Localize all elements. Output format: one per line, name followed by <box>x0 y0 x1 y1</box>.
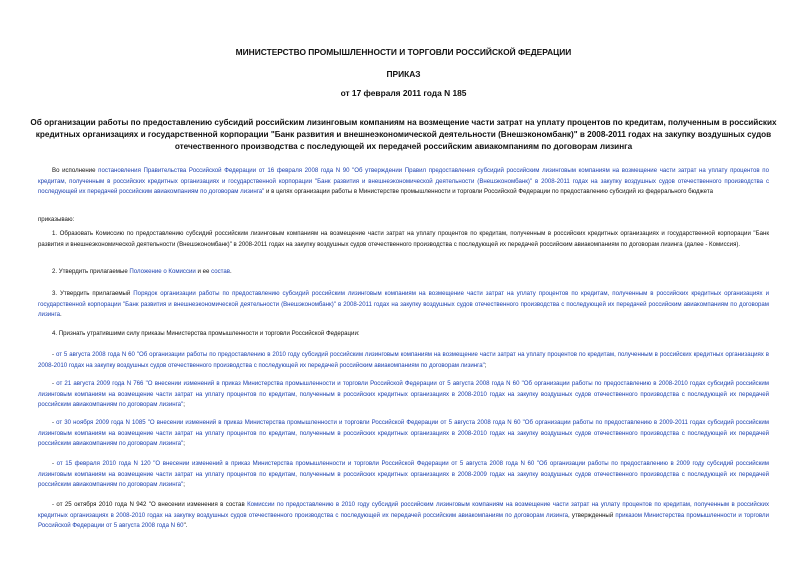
item-2-text-2: и ее <box>195 268 212 275</box>
procedure-link[interactable]: Порядок организации работы по предоставлению субсидий российским лизинговым компаниям на возмещение части затрат на уплату процентов по кредитам, полученным в российских кредитных организациях и государственной корпорации "Банк развития и внешнеэкономической деятельности (Внешэкономбанк)" в 2008-2011 годах на закупку воздушных судов отечественного производства с последующей их передачей российским авиакомпаниям по договорам лизинга <box>38 290 769 319</box>
item-suffix: ; <box>183 440 185 448</box>
repealed-order-link[interactable]: от 30 ноября 2009 года N 1085 "О внесении изменений в приказ Министерства промышленности и торговли Российской Федерации от 5 августа 2008 года N 60 "Об организации работы по предоставлению в 2009-2011 годах субсидий российским лизинговым компаниям на возмещение части затрат на уплату процентов по кредитам, полученным в российских кредитных организациях в 2008-2010 годах на закупку воздушных судов отечественного производства с последующей их передачей российским авиакомпаниям по договорам лизинга" <box>38 419 769 448</box>
preamble-paragraph <box>38 166 769 198</box>
dash-prefix: - <box>52 460 57 467</box>
document-title: Об организации работы по предоставлению субсидий российским лизинговым компаниям на возмещение части затрат на уплату процентов по кредитам, полученным в российских кредитных организациях и государственной корпорации "Банк развития и внешнеэкономической деятельности (Внешэкономбанк)" в 2008-2011 годах на закупку воздушных судов отечественного производства с последующей их передачей российским авиакомпаниям по договорам лизинга <box>30 118 777 151</box>
last-item-text-3: ". <box>183 522 188 530</box>
item-2-text-3: . <box>230 268 232 275</box>
commission-composition-link[interactable]: состав <box>211 268 231 275</box>
doc-date-number: от 17 февраля 2011 года N 185 <box>340 88 467 98</box>
doc-type-heading: ПРИКАЗ <box>386 69 421 79</box>
repealed-item <box>38 350 769 371</box>
item-1-paragraph: 1. Образовать Комиссию по предоставлению субсидий российским лизинговым компаниям на возмещение части затрат на уплату процентов по кредитам, полученным в российских кредитных организациях и государственной корпорации "Банк развития и внешнеэкономической деятельности (Внешэкономбанк)" в 2008-2011 годах на закупку воздушных судов отечественного производства с последующей их передачей российским авиакомпаниям по договорам лизинга (далее - Комиссия). <box>38 230 769 248</box>
commission-2010-link[interactable]: Комиссии по предоставлению в 2010 году субсидий российским лизинговым компаниям на возмещение части затрат на уплату процентов по кредитам, полученным в российских кредитных организациях в 2008-2010 годах на закупку воздушных судов отечественного производства с последующей их передачей российским авиакомпаниям по договорам лизинга <box>38 501 769 519</box>
commission-regulation-link[interactable]: Положение о Комиссии <box>129 268 196 275</box>
dash-prefix: - <box>52 419 57 426</box>
item-suffix: ; <box>183 401 185 409</box>
item-3-text-2: . <box>60 311 62 319</box>
item-4-paragraph: 4. Признать утратившими силу приказы Министерства промышленности и торговли Российской Федерации: <box>52 330 360 337</box>
order-word: приказываю: <box>38 216 75 223</box>
item-suffix: ; <box>183 481 185 489</box>
last-repealed-item <box>38 500 769 532</box>
government-decree-link[interactable]: постановления Правительства Российской Федерации от 16 февраля 2008 года N 90 "Об утверждении Правил предоставления субсидий российским лизинговым компаниям на возмещение части затрат на уплату процентов по кредитам, полученным в российских кредитных организациях и государственной корпорации "Банк развития и внешнеэкономической деятельности (Внешэкономбанк)" в 2008-2011 годах на закупку воздушных судов отечественного производства с последующей их передачей российским авиакомпаниям по договорам лизинга" <box>38 167 769 196</box>
item-2-text-1: 2. Утвердить прилагаемые <box>52 268 130 275</box>
repealed-item <box>38 379 769 411</box>
preamble-text-1: Во исполнение <box>52 167 99 174</box>
repealed-order-link[interactable]: от 5 августа 2008 года N 60 "Об организации работы по предоставлению в 2010 году субсидий российским лизинговым компаниям на возмещение части затрат на уплату процентов по кредитам, полученным в российских кредитных организациях в 2008-2010 годах на закупку воздушных судов отечественного производства с последующей их передачей российским авиакомпаниям по договорам лизинга" <box>38 351 769 369</box>
last-item-prefix: - от 25 октября 2010 года N 942 "О внесении изменения в состав <box>52 501 248 508</box>
dash-prefix: - <box>52 380 57 387</box>
last-item-text-2: , утвержденный <box>568 511 616 519</box>
dash-prefix: - <box>52 351 56 358</box>
item-suffix: ; <box>484 361 487 369</box>
repealed-item <box>38 459 769 491</box>
repealed-order-link[interactable]: от 21 августа 2009 года N 766 "О внесении изменений в приказ Министерства промышленности и торговли Российской Федерации от 5 августа 2008 года N 60 "Об организации работы по предоставлению в 2008-2010 годах субсидий российским лизинговым компаниям на возмещение части затрат на уплату процентов по кредитам, полученным в российских кредитных организациях в 2008-2010 годах на закупку воздушных судов отечественного производства с последующей их передачей российским авиакомпаниям по договорам лизинга" <box>38 380 769 409</box>
item-3-paragraph <box>38 289 769 321</box>
preamble-text-2: и в целях организации работы в Министерстве промышленности и торговли Российской Федерации по предоставлению субсидий из федерального бюджета <box>264 188 713 196</box>
order-60-link[interactable]: приказом Министерства промышленности и торговли Российской Федерации от 5 августа 2008 года N 60 <box>38 511 769 530</box>
item-3-text-1: 3. Утвердить прилагаемый <box>52 290 134 297</box>
ministry-heading: МИНИСТЕРСТВО ПРОМЫШЛЕННОСТИ И ТОРГОВЛИ РОССИЙСКОЙ ФЕДЕРАЦИИ <box>235 47 572 57</box>
item-2-paragraph <box>38 267 769 278</box>
repealed-order-link[interactable]: от 15 февраля 2010 года N 120 "О внесении изменений в приказ Министерства промышленности и торговли Российской Федерации от 5 августа 2008 года N 60 "Об организации работы по предоставлению в 2009 году субсидий российским лизинговым компаниям на возмещение части затрат на уплату процентов по кредитам, полученным в российских кредитных организациях в 2008-2009 годах на закупку воздушных судов отечественного производства с последующей их передачей российским авиакомпаниям по договорам лизинга" <box>38 460 769 489</box>
repealed-item <box>38 418 769 450</box>
